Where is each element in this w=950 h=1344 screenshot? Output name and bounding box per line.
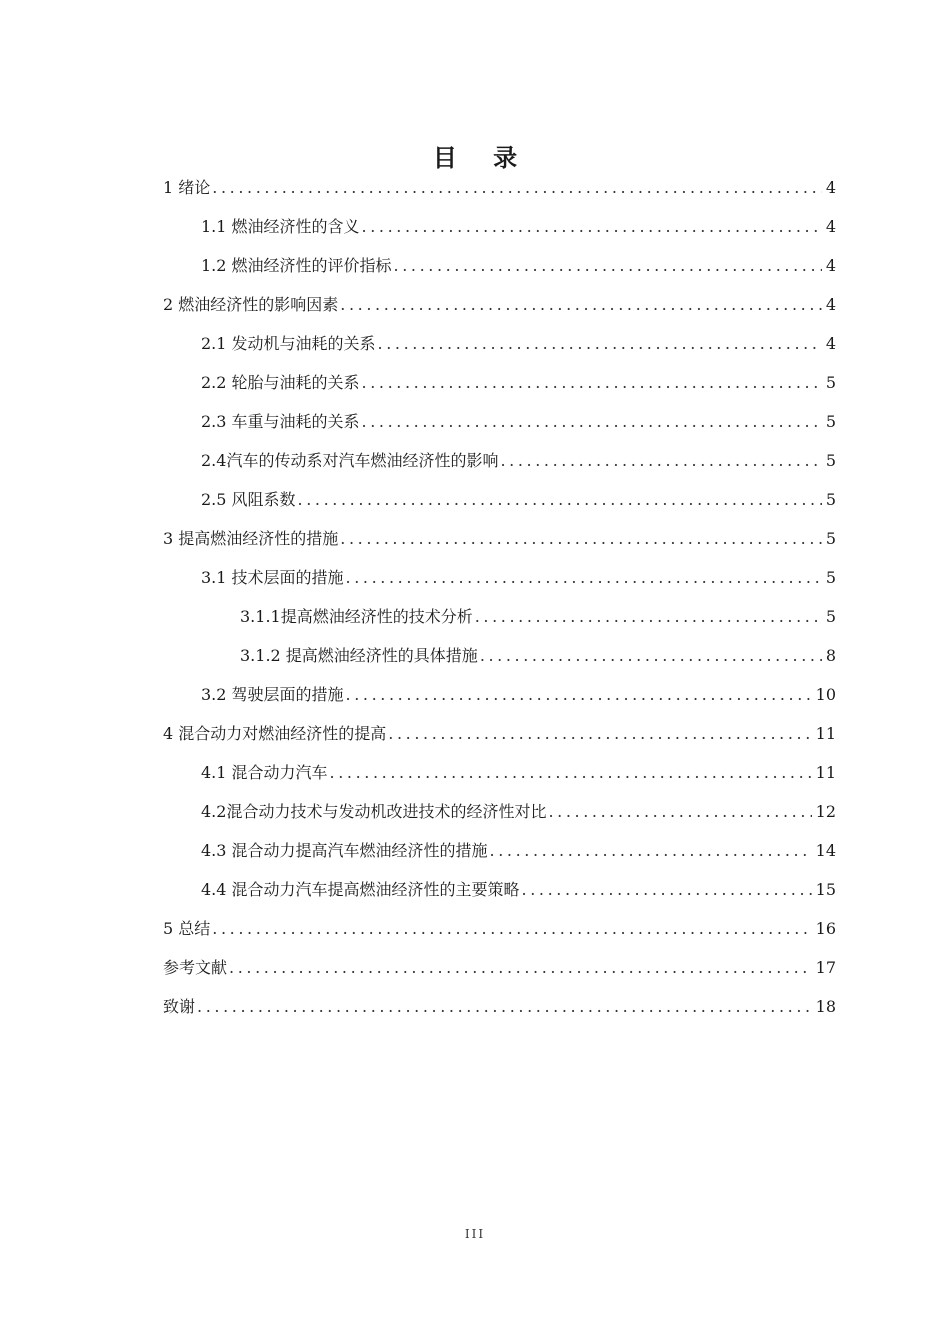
toc-entry-label: 3.2 驾驶层面的措施: [201, 685, 344, 704]
toc-entry-label: 4.1 混合动力汽车: [201, 763, 328, 782]
toc-entry-label: 3.1 技术层面的措施: [201, 568, 344, 587]
toc-entry[interactable]: [163, 363, 836, 402]
toc-entry-label: 2 燃油经济性的影响因素: [163, 295, 339, 314]
toc-dot-leader: [298, 480, 822, 519]
toc-entry-page: 4: [825, 178, 836, 197]
toc-entry[interactable]: [163, 441, 836, 480]
toc-entry[interactable]: [163, 324, 836, 363]
toc-dot-leader: [212, 168, 822, 207]
toc-entry[interactable]: [163, 909, 836, 948]
toc-dot-leader: [340, 285, 822, 324]
toc-entry[interactable]: [163, 402, 836, 441]
toc-entry-page: 5: [825, 451, 836, 470]
toc-dot-leader: [229, 948, 812, 987]
toc-entry[interactable]: [163, 831, 836, 870]
toc-entry-page: 8: [825, 646, 836, 665]
toc-entry-label: 4.2混合动力技术与发动机改进技术的经济性对比: [201, 802, 547, 821]
toc-dot-leader: [346, 558, 822, 597]
toc-entry[interactable]: [163, 597, 836, 636]
toc-entry-page: 4: [825, 256, 836, 275]
toc-entry-label: 致谢: [163, 997, 196, 1016]
toc-entry[interactable]: [163, 792, 836, 831]
toc-dot-leader: [500, 441, 821, 480]
toc-entry-label: 2.3 车重与油耗的关系: [201, 412, 360, 431]
toc-dot-leader: [197, 987, 812, 1026]
toc-entry-label: 5 总结: [163, 919, 211, 938]
page-title: 目 录: [432, 144, 532, 172]
toc-entry-label: 3 提高燃油经济性的措施: [163, 529, 339, 548]
toc-dot-leader: [212, 909, 811, 948]
toc-dot-leader: [378, 324, 822, 363]
table-of-contents: [163, 168, 836, 1026]
toc-entry-page: 16: [815, 919, 836, 938]
toc-entry-page: 14: [815, 841, 836, 860]
toc-entry-page: 5: [825, 490, 836, 509]
toc-dot-leader: [362, 207, 822, 246]
toc-entry[interactable]: [163, 987, 836, 1026]
toc-entry-page: 5: [825, 568, 836, 587]
toc-entry-page: 4: [825, 217, 836, 236]
toc-entry[interactable]: [163, 558, 836, 597]
toc-entry[interactable]: [163, 870, 836, 909]
toc-entry-page: 11: [815, 763, 836, 782]
toc-dot-leader: [475, 597, 822, 636]
toc-entry-page: 5: [825, 373, 836, 392]
toc-entry[interactable]: [163, 948, 836, 987]
toc-dot-leader: [388, 714, 811, 753]
toc-entry-page: 11: [815, 724, 836, 743]
toc-entry-label: 1.1 燃油经济性的含义: [201, 217, 360, 236]
toc-dot-leader: [340, 519, 822, 558]
toc-entry[interactable]: [163, 168, 836, 207]
toc-entry[interactable]: [163, 207, 836, 246]
toc-entry[interactable]: [163, 519, 836, 558]
toc-entry-label: 2.5 风阻系数: [201, 490, 296, 509]
toc-entry-label: 1 绪论: [163, 178, 211, 197]
page-number: III: [464, 1227, 486, 1241]
toc-entry-page: 5: [825, 607, 836, 626]
toc-entry-page: 4: [825, 334, 836, 353]
toc-entry[interactable]: [163, 246, 836, 285]
toc-entry[interactable]: [163, 480, 836, 519]
toc-entry-label: 4 混合动力对燃油经济性的提高: [163, 724, 387, 743]
toc-entry[interactable]: [163, 285, 836, 324]
toc-entry-page: 5: [825, 412, 836, 431]
toc-entry-label: 3.1.1提高燃油经济性的技术分析: [240, 607, 473, 626]
toc-entry-label: 2.2 轮胎与油耗的关系: [201, 373, 360, 392]
toc-entry-page: 15: [815, 880, 836, 899]
toc-entry-label: 参考文献: [163, 958, 228, 977]
toc-dot-leader: [522, 870, 812, 909]
toc-entry-label: 1.2 燃油经济性的评价指标: [201, 256, 392, 275]
toc-dot-leader: [480, 636, 822, 675]
toc-entry-label: 4.3 混合动力提高汽车燃油经济性的措施: [201, 841, 488, 860]
toc-dot-leader: [330, 753, 812, 792]
toc-entry-page: 18: [815, 997, 836, 1016]
toc-entry-page: 4: [825, 295, 836, 314]
toc-entry[interactable]: [163, 753, 836, 792]
toc-entry-page: 17: [815, 958, 836, 977]
toc-dot-leader: [548, 792, 811, 831]
toc-entry-page: 5: [825, 529, 836, 548]
toc-entry-label: 2.4汽车的传动系对汽车燃油经济性的影响: [201, 451, 499, 470]
toc-dot-leader: [346, 675, 812, 714]
toc-entry[interactable]: [163, 714, 836, 753]
toc-entry-page: 10: [815, 685, 836, 704]
toc-entry[interactable]: [163, 636, 836, 675]
toc-entry-label: 2.1 发动机与油耗的关系: [201, 334, 376, 353]
toc-dot-leader: [490, 831, 812, 870]
toc-entry[interactable]: [163, 675, 836, 714]
toc-dot-leader: [362, 363, 822, 402]
toc-entry-label: 3.1.2 提高燃油经济性的具体措施: [240, 646, 478, 665]
toc-entry-label: 4.4 混合动力汽车提高燃油经济性的主要策略: [201, 880, 520, 899]
toc-dot-leader: [362, 402, 822, 441]
toc-entry-page: 12: [815, 802, 836, 821]
toc-dot-leader: [394, 246, 822, 285]
